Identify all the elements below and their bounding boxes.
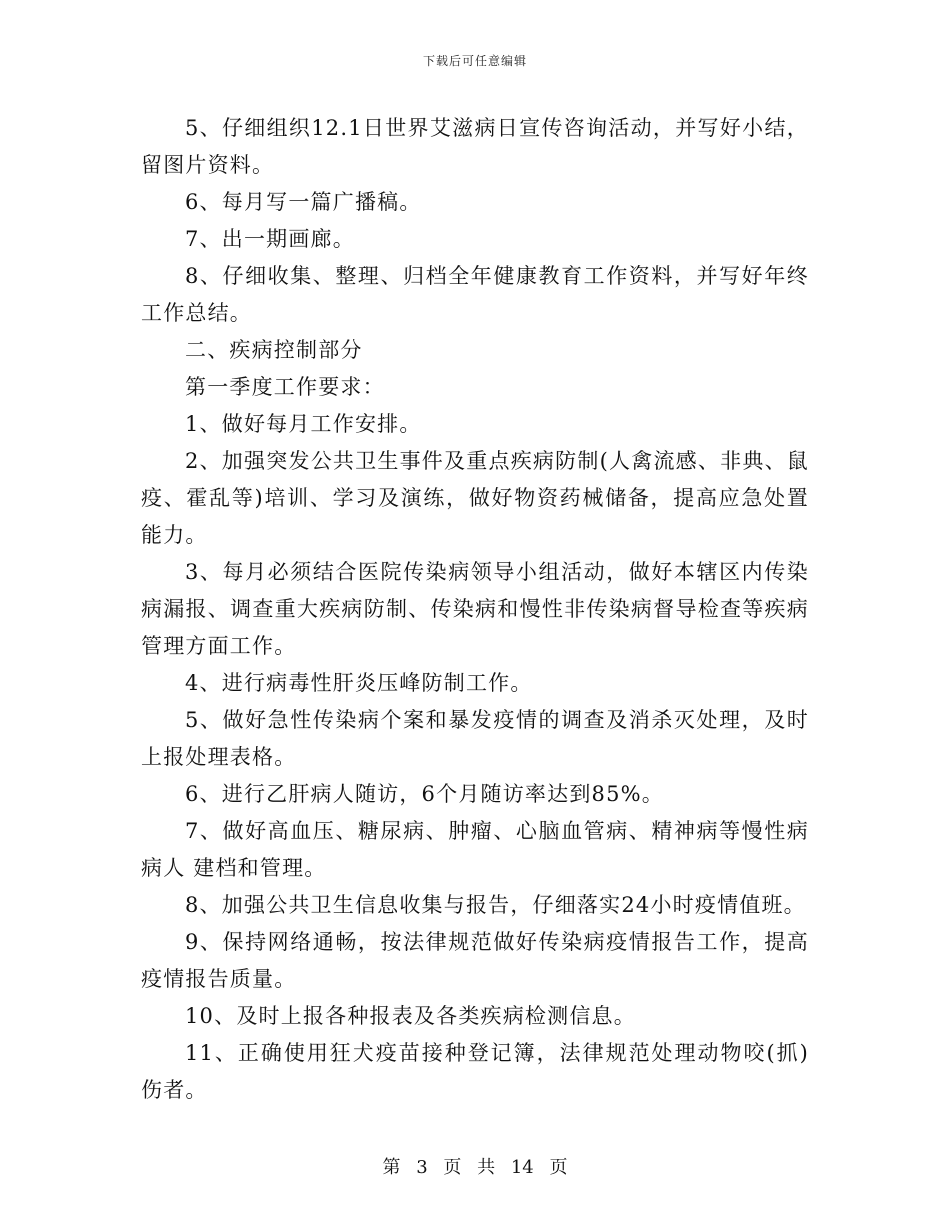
paragraph-2: 6、每月写一篇广播稿。 [185,190,422,214]
page-number-footer: 第 3 页 共 14 页 [382,1157,568,1178]
paragraph-12: 6、进行乙肝病人随访，6个月随访率达到85%。 [185,782,664,806]
paragraph-16: 10、及时上报各种报表及各类疾病检测信息。 [185,1004,636,1028]
paragraph-4: 8、仔细收集、整理、归档全年健康教育工作资料，并写好年终工作总结。 [141,264,809,325]
paragraph-8: 2、加强突发公共卫生事件及重点疾病防制(人禽流感、非典、鼠疫、霍乱等)培训、学习及演练，做好物资药械储备，提高应急处置能力。 [141,449,809,547]
paragraph-14: 8、加强公共卫生信息收集与报告，仔细落实24小时疫情值班。 [185,893,806,917]
section-heading: 二、疾病控制部分 [185,338,363,362]
paragraph-9: 3、每月必须结合医院传染病领导小组活动，做好本辖区内传染病漏报、调查重大疾病防制、传染病和慢性非传染病督导检查等疾病管理方面工作。 [141,560,809,658]
page-header: 下载后可任意编辑 [422,54,527,68]
paragraph-11: 5、做好急性传染病个案和暴发疫情的调查及消杀灭处理，及时上报处理表格。 [141,708,809,769]
paragraph-15: 9、保持网络通畅，按法律规范做好传染病疫情报告工作，提高疫情报告质量。 [141,930,809,991]
subsection-heading: 第一季度工作要求： [185,375,385,399]
document-body [141,110,809,1109]
paragraph-13: 7、做好高血压、糖尿病、肿瘤、心脑血管病、精神病等慢性病病人 建档和管理。 [141,819,809,880]
paragraph-17: 11、正确使用狂犬疫苗接种登记簿，法律规范处理动物咬(抓)伤者。 [141,1041,809,1102]
paragraph-7: 1、做好每月工作安排。 [185,412,422,436]
paragraph-10: 4、进行病毒性肝炎压峰防制工作。 [185,671,533,695]
paragraph-3: 7、出一期画廊。 [185,227,355,251]
paragraph-1: 5、仔细组织12.1日世界艾滋病日宣传咨询活动，并写好小结，留图片资料。 [141,116,809,177]
